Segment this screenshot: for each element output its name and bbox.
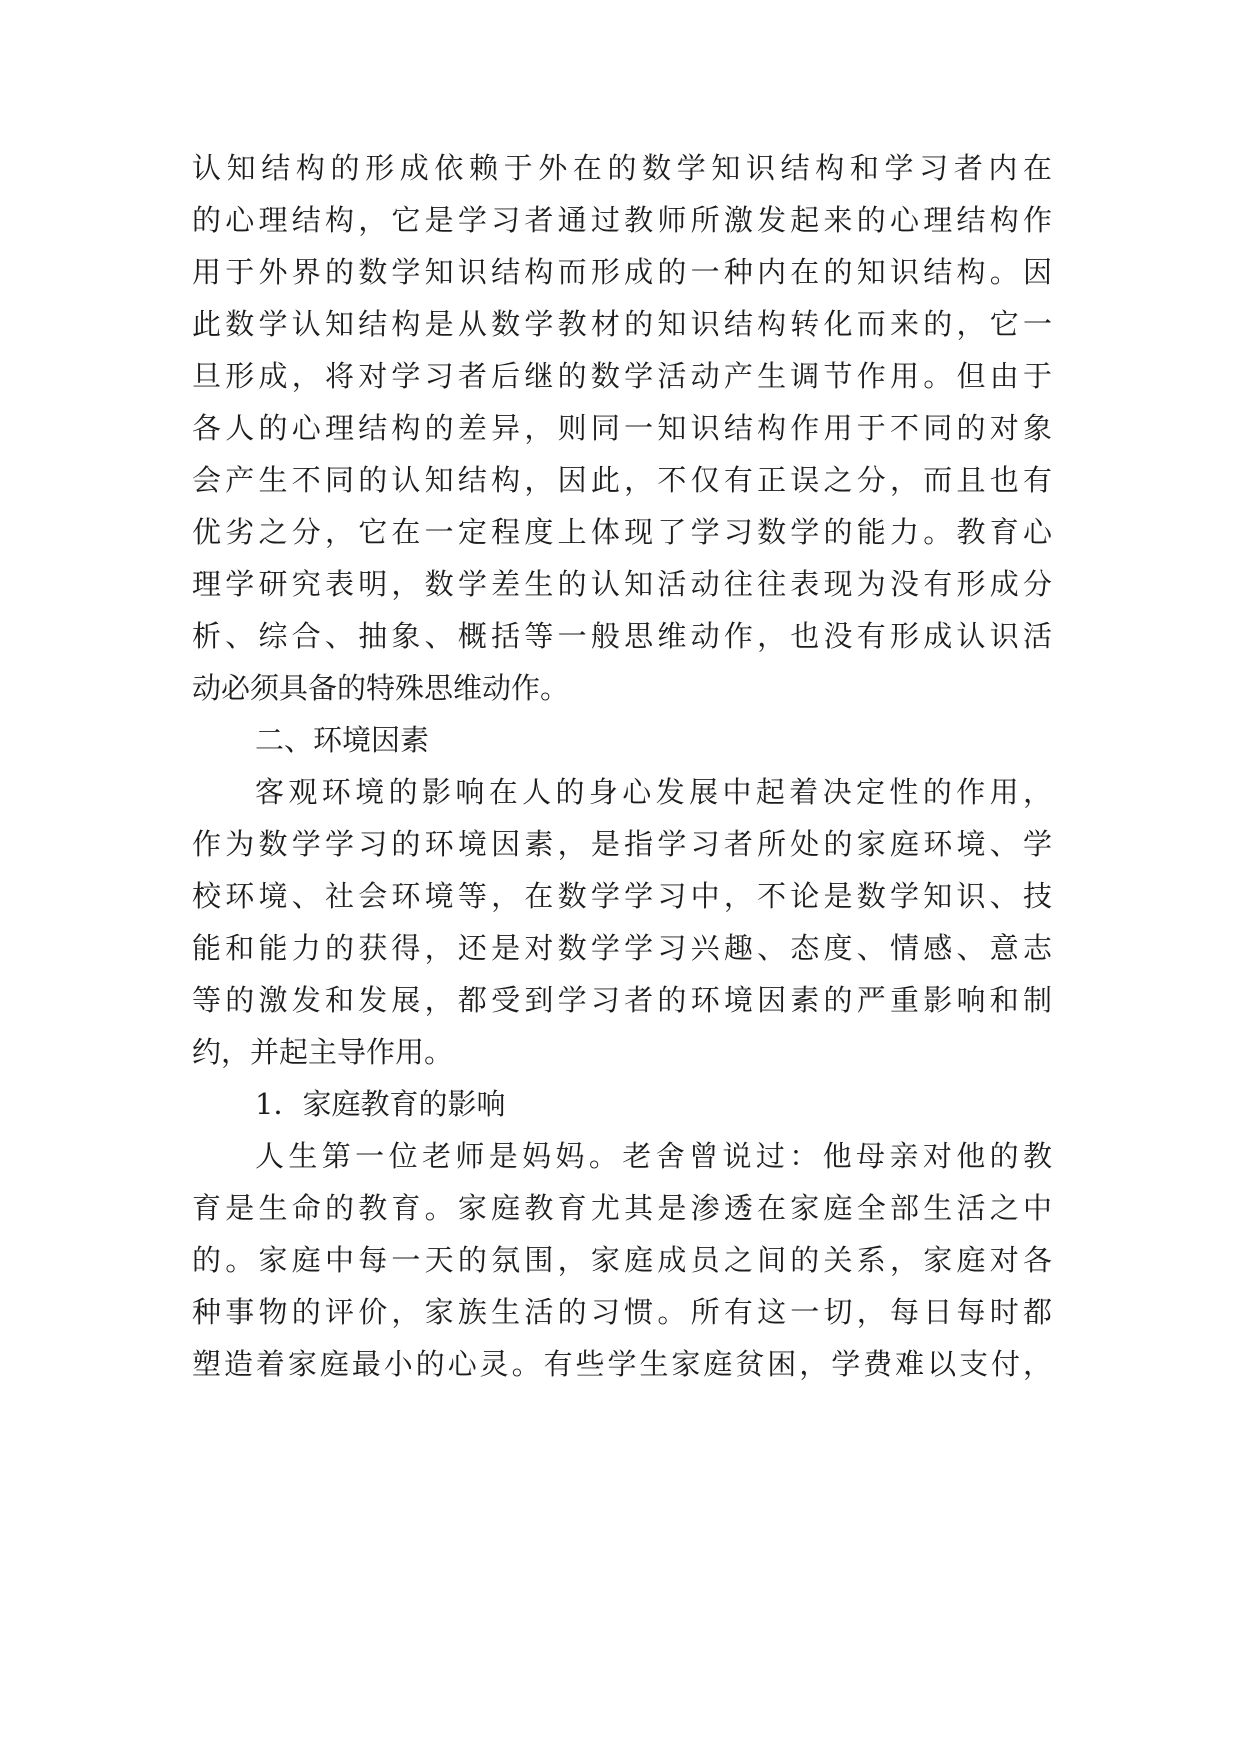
paragraph-first-line: 客观环境的影响在人的身心发展中起着决定性的作用， <box>255 775 1052 809</box>
section-heading: 二、环境因素 <box>255 723 430 757</box>
paragraph-line: 塑造着家庭最小的心灵。有些学生家庭贫困，学费难以支付， <box>192 1347 1052 1381</box>
paragraph-line: 等的激发和发展，都受到学习者的环境因素的严重影响和制 <box>192 983 1052 1017</box>
subsection-heading: 1．家庭教育的影响 <box>255 1087 506 1121</box>
paragraph-line: 育是生命的教育。家庭教育尤其是渗透在家庭全部生活之中 <box>192 1191 1052 1225</box>
paragraph-line: 种事物的评价，家族生活的习惯。所有这一切，每日每时都 <box>192 1295 1052 1329</box>
paragraph-line: 各人的心理结构的差异，则同一知识结构作用于不同的对象 <box>192 411 1052 445</box>
paragraph-line: 此数学认知结构是从数学教材的知识结构转化而来的，它一 <box>192 307 1052 341</box>
paragraph-line: 能和能力的获得，还是对数学学习兴趣、态度、情感、意志 <box>192 931 1052 965</box>
paragraph-line: 约，并起主导作用。 <box>192 1035 454 1069</box>
paragraph-line: 作为数学学习的环境因素，是指学习者所处的家庭环境、学 <box>192 827 1052 861</box>
paragraph-line: 会产生不同的认知结构，因此，不仅有正误之分，而且也有 <box>192 463 1052 497</box>
paragraph-first-line: 人生第一位老师是妈妈。老舍曾说过：他母亲对他的教 <box>255 1139 1052 1173</box>
paragraph-line: 析、综合、抽象、概括等一般思维动作，也没有形成认识活 <box>192 619 1052 653</box>
paragraph-line: 旦形成，将对学习者后继的数学活动产生调节作用。但由于 <box>192 359 1052 393</box>
paragraph-line: 优劣之分，它在一定程度上体现了学习数学的能力。教育心 <box>192 515 1052 549</box>
paragraph-line: 认知结构的形成依赖于外在的数学知识结构和学习者内在 <box>192 151 1052 185</box>
paragraph-line: 的。家庭中每一天的氛围，家庭成员之间的关系，家庭对各 <box>192 1243 1052 1277</box>
paragraph-line: 用于外界的数学知识结构而形成的一种内在的知识结构。因 <box>192 255 1052 289</box>
paragraph-line: 动必须具备的特殊思维动作。 <box>192 671 570 705</box>
paragraph-line: 理学研究表明，数学差生的认知活动往往表现为没有形成分 <box>192 567 1052 601</box>
paragraph-line: 校环境、社会环境等，在数学学习中，不论是数学知识、技 <box>192 879 1052 913</box>
paragraph-line: 的心理结构，它是学习者通过教师所激发起来的心理结构作 <box>192 203 1052 237</box>
